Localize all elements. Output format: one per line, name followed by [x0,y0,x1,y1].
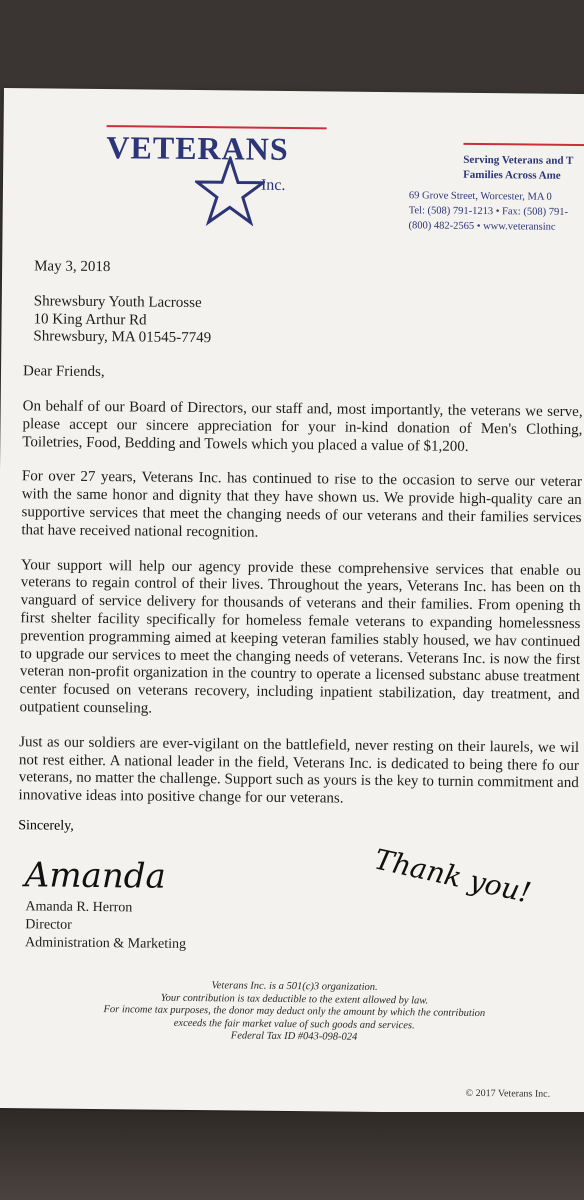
signature-image [20,848,181,900]
paragraph-3: Your support will help our agency provide these comprehensive services that enable ou veterans to regain control of their lives. Throughout the years, Veterans Inc. has been on th vanguard of service delivery for thousands of veterans and their families. From opening th first shelter facility specifically for homeless female veterans to expanding homelessness prevention programming aimed at keeping veteran families stably housed, we hav continued to upgrade our services to meet the changing needs of veterans. Veterans Inc. is now the first veteran non-profit organization in the country to operate a licensed substanc abuse treatment center focused on veterans recovery, including inpatient stabilization, day treatment, and outpatient counseling. [19,556,582,717]
paragraph-1: On behalf of our Board of Directors, our staff and, most importantly, the veterans we serve, please accept our sincere appreciation for your in-kind donation of Men's Clothing, Toiletries, Food, Bedding and Towels which you placed a value of $1,200. [22,398,583,455]
svg-text:Amanda: Amanda [24,855,166,897]
paragraph-2: For over 27 years, Veterans Inc. has continued to rise to the occasion to serve our veterar with the same honor and dignity that they have shown us. We provide high-quality care an supportive services that meet the changing needs of our veterans and their families services that have received national recognition. [21,468,582,541]
logo-wordmark: VETERANS [106,129,289,167]
salutation: Dear Friends, [22,363,105,381]
letter-page [0,88,584,1114]
org-address: 69 Grove Street, Worcester, MA 0 Tel: (508) 791-1213 • Fax: (508) 791- (800) 482-2565 • www.veteransinc [408,190,569,233]
copyright: © 2017 Veterans Inc. [465,1087,551,1100]
signature-block [18,818,578,952]
org-tagline: Serving Veterans and T Families Across Ame [463,153,574,182]
tax-footer: Veterans Inc. is a 501(c)3 organization. Your contribution is tax deductible to the extent allowed by law. For income tax purposes, the donor may deduct only the amount by which the contribution exceeds the fair market value of such goods and services. Federal Tax ID #043-098-024 [103,980,486,1043]
handwritten-note [362,828,543,940]
table-surface [0,1112,584,1200]
signer-info: Amanda R. Herron Director Administration & Marketing [24,899,187,952]
closing: Sincerely, [18,818,74,834]
logo-inc: Inc. [260,176,286,194]
star-icon [195,156,266,227]
letter-body [18,258,584,811]
paragraph-4: Just as our soldiers are ever-vigilant on the battlefield, never resting on their laurels, we wil not rest either. A national leader in the field, Veterans Inc. is dedicated to being there fo our veterans, no matter the challenge. Support such as yours is the key to turnin commitment and innovative ideas into positive change for our veterans. [18,733,580,807]
svg-text:Thank you!: Thank you! [371,842,534,910]
header-red-line-right [463,143,584,147]
recipient-address: Shrewsbury Youth Lacrosse 10 King Arthur Rd Shrewsbury, MA 01545-7749 [33,293,212,347]
letter-date: May 3, 2018 [34,258,111,276]
